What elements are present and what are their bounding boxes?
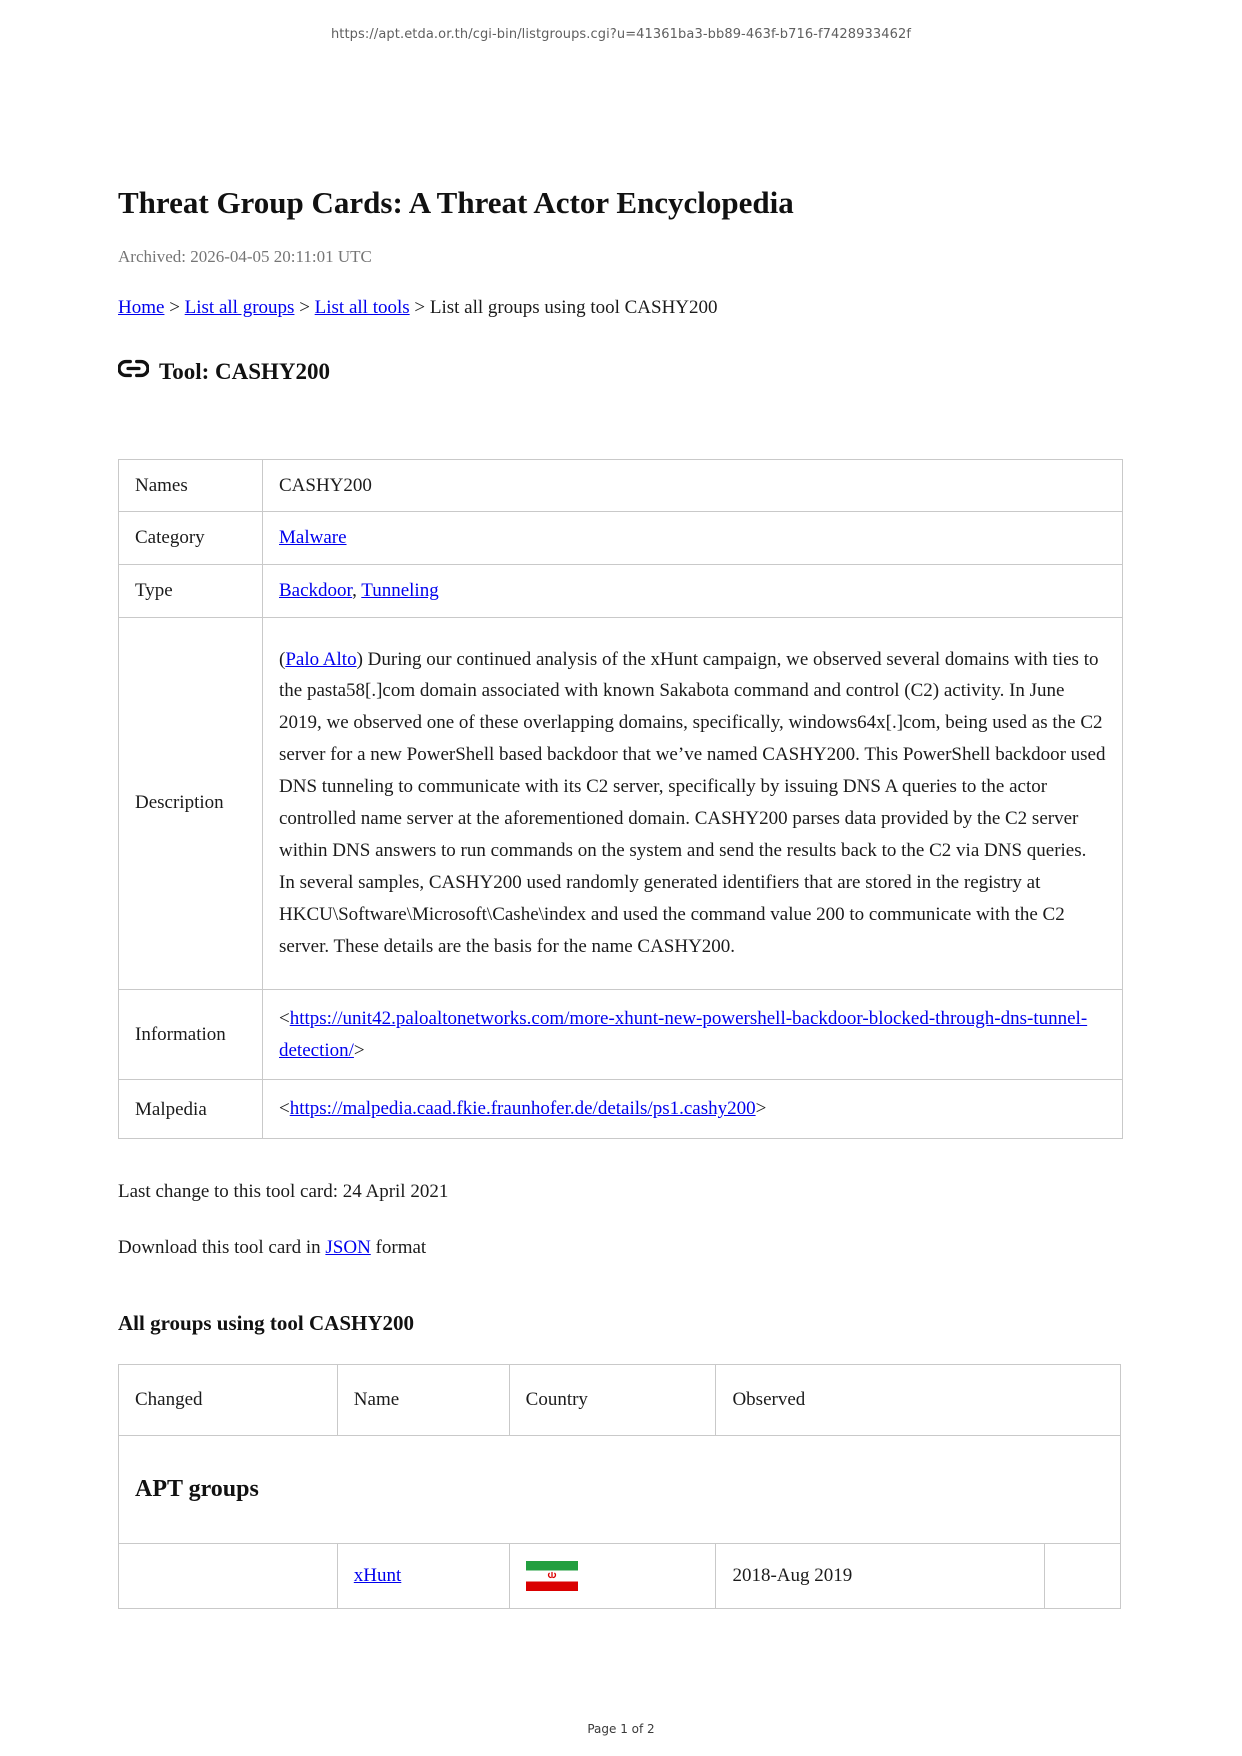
row-label-information: Information — [119, 989, 263, 1080]
type-tunneling-link[interactable]: Tunneling — [361, 579, 439, 601]
row-value-names: CASHY200 — [263, 459, 1123, 512]
table-row-description — [119, 617, 1123, 989]
table-row-category — [119, 512, 1123, 565]
page-title: Threat Group Cards: A Threat Actor Encyclopedia — [118, 185, 794, 220]
breadcrumb-all-groups-link[interactable]: List all groups — [184, 296, 295, 318]
table-row — [119, 1544, 1121, 1609]
page-content — [118, 185, 1124, 1609]
breadcrumb-home-link[interactable]: Home — [118, 296, 165, 318]
column-header-country: Country — [509, 1365, 716, 1436]
archived-timestamp: Archived: 2026-04-05 20:11:01 UTC — [118, 246, 372, 266]
cell-name — [337, 1544, 509, 1609]
tool-card-table — [118, 459, 1123, 1140]
page-footer: Page 1 of 2 — [587, 1722, 655, 1736]
last-change-note: Last change to this tool card: 24 April 2021 — [118, 1181, 449, 1203]
breadcrumb — [118, 297, 1124, 319]
row-value-malpedia — [263, 1080, 1123, 1139]
section-apt-groups: APT groups — [119, 1436, 1121, 1544]
row-value-description — [263, 617, 1123, 989]
link-icon[interactable] — [118, 358, 149, 379]
description-text: ) During our continued analysis of the xHunt campaign, we observed several domains with ties to the pasta58[.]com domain associated with known Sakabota command and control (C2) activity. In June 2019, we observed one of these overlapping domains, specifically, windows64x[.]com, being used as the C2 server for a new PowerShell based backdoor that we’ve named CASHY200. This PowerShell backdoor used DNS tunneling to communicate with its C2 server, specifically by issuing DNS A queries to the actor controlled name server at the aforementioned domain. CASHY200 parses data provided by the C2 server within DNS answers to run commands on the system and send the results back to the C2 via DNS queries. In several samples, CASHY200 used randomly generated identifiers that are stored in the registry at HKCU\Software\Microsoft\Cashe\index and used the command value 200 to communicate with the C2 server. These details are the basis for the name CASHY200. — [279, 648, 1106, 957]
breadcrumb-separator: > — [294, 296, 315, 318]
download-post: format — [370, 1237, 427, 1259]
column-header-changed: Changed — [119, 1365, 338, 1436]
cell-changed — [119, 1544, 338, 1609]
tool-heading-label: Tool: CASHY200 — [159, 358, 331, 384]
row-label-type: Type — [119, 564, 263, 617]
download-note — [118, 1237, 1124, 1259]
row-label-malpedia: Malpedia — [119, 1080, 263, 1139]
category-malware-link[interactable]: Malware — [279, 527, 347, 549]
iran-flag — [526, 1561, 578, 1591]
tool-heading — [118, 359, 1124, 385]
breadcrumb-current: List all groups using tool CASHY200 — [429, 296, 718, 318]
table-row-type — [119, 564, 1123, 617]
row-label-names: Names — [119, 459, 263, 512]
information-url-link[interactable]: https://unit42.paloaltonetworks.com/more-xhunt-new-powershell-backdoor-blocked-through-dns-tunnel-detection/ — [279, 1007, 1088, 1061]
row-label-description: Description — [119, 617, 263, 989]
palo-alto-link[interactable]: Palo Alto — [285, 648, 357, 670]
row-value-category — [263, 512, 1123, 565]
row-label-category: Category — [119, 512, 263, 565]
breadcrumb-all-tools-link[interactable]: List all tools — [314, 296, 410, 318]
type-backdoor-link[interactable]: Backdoor — [279, 579, 353, 601]
breadcrumb-separator: > — [164, 296, 185, 318]
description-pre: ( — [279, 648, 286, 670]
row-value-information — [263, 989, 1123, 1080]
groups-header-row — [119, 1365, 1121, 1436]
malpedia-post: > — [755, 1098, 767, 1120]
groups-section-row — [119, 1436, 1121, 1544]
cell-country — [509, 1544, 716, 1609]
information-post: > — [353, 1039, 365, 1061]
column-header-observed: Observed — [716, 1365, 1121, 1436]
table-row-malpedia — [119, 1080, 1123, 1139]
cell-extra — [1045, 1544, 1121, 1609]
page-url: https://apt.etda.or.th/cgi-bin/listgroups.cgi?u=41361ba3-bb89-463f-b716-f7428933462f — [330, 27, 912, 42]
cell-observed: 2018-Aug 2019 — [716, 1544, 1045, 1609]
type-separator: , — [352, 579, 362, 601]
row-value-type — [263, 564, 1123, 617]
download-pre: Download this tool card in — [118, 1237, 326, 1259]
groups-table — [118, 1364, 1121, 1609]
breadcrumb-separator: > — [409, 296, 430, 318]
table-row-names — [119, 459, 1123, 512]
xhunt-link[interactable]: xHunt — [353, 1565, 402, 1587]
table-row-information — [119, 989, 1123, 1080]
malpedia-pre: < — [279, 1098, 290, 1120]
malpedia-url-link[interactable]: https://malpedia.caad.fkie.fraunhofer.de/details/ps1.cashy200 — [289, 1098, 756, 1120]
groups-heading: All groups using tool CASHY200 — [118, 1311, 415, 1336]
information-pre: < — [279, 1007, 290, 1029]
download-json-link[interactable]: JSON — [325, 1237, 371, 1259]
column-header-name: Name — [337, 1365, 509, 1436]
